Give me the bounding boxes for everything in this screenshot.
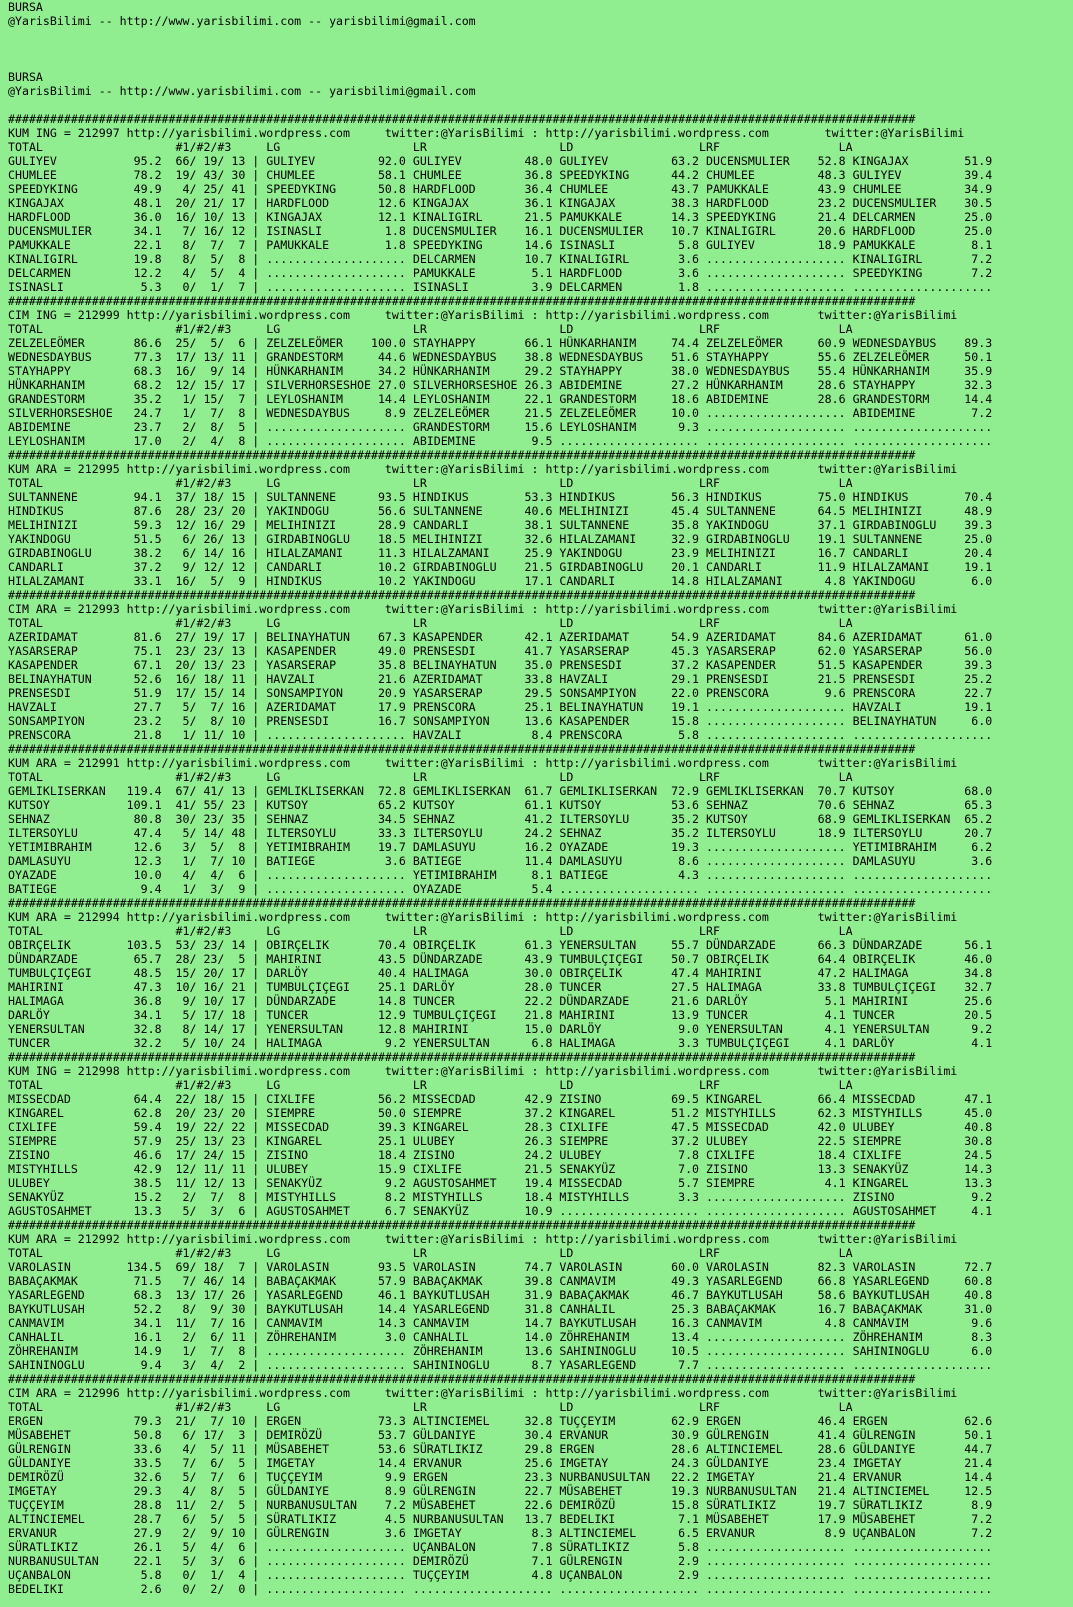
- text-line: MÜSABEHET 50.8 6/ 17/ 3 | DEMIRÖZÜ 53.7 GÜLDANIYE 30.4 ERVANUR 30.9 GÜLRENGIN 41.4 GÜLRENGIN 50.1: [8, 1428, 993, 1442]
- text-line: HAVZALI 27.7 5/ 7/ 16 | AZERIDAMAT 17.9 PRENSCORA 25.1 BELINAYHATUN 19.1 .................... HAVZALI 19.1: [8, 700, 993, 714]
- text-line: GEMLIKLISERKAN 119.4 67/ 41/ 13 | GEMLIKLISERKAN 72.8 GEMLIKLISERKAN 61.7 GEMLIKLISERKAN 72.9 GEMLIKLISERKAN 70.7 KUTSOY 68.0: [8, 784, 993, 798]
- text-line: ZISINO 46.6 17/ 24/ 15 | ZISINO 18.4 ZISINO 24.2 ULUBEY 7.8 CIXLIFE 18.4 CIXLIFE 24.5: [8, 1148, 993, 1162]
- text-line: CANHALIL 16.1 2/ 6/ 11 | ZÖHREHANIM 3.0 CANHALIL 14.0 ZÖHREHANIM 13.4 .................... ZÖHREHANIM 8.3: [8, 1330, 993, 1344]
- text-line: TOTAL #1/#2/#3 LG LR LD LRF LA: [8, 616, 853, 630]
- text-line: CANDARLI 37.2 9/ 12/ 12 | CANDARLI 10.2 GIRDABINOGLU 21.5 GIRDABINOGLU 20.1 CANDARLI 11.9 HILALZAMANI 19.1: [8, 560, 993, 574]
- text-line: SAHININOGLU 9.4 3/ 4/ 2 | .................... SAHININOGLU 8.7 YASARLEGEND 7.7 .................... ....................: [8, 1358, 993, 1372]
- text-line: CIM ARA = 212993 http://yarisbilimi.wordpress.com twitter:@YarisBilimi : http://yarisbilimi.wordpress.com twitter:@YarisBilimi: [8, 602, 958, 616]
- text-line: YETIMIBRAHIM 12.6 3/ 5/ 8 | YETIMIBRAHIM 19.7 DAMLASUYU 16.2 OYAZADE 19.3 .................... YETIMIBRAHIM 6.2: [8, 840, 993, 854]
- text-line: SONSAMPIYON 23.2 5/ 8/ 10 | PRENSESDI 16.7 SONSAMPIYON 13.6 KASAPENDER 15.8 .................... BELINAYHATUN 6.0: [8, 714, 993, 728]
- text-line: VAROLASIN 134.5 69/ 18/ 7 | VAROLASIN 93.5 VAROLASIN 74.7 VAROLASIN 60.0 VAROLASIN 82.3 VAROLASIN 72.7: [8, 1260, 993, 1274]
- text-line: ##################################################################################################################################: [8, 588, 916, 602]
- text-line: TOTAL #1/#2/#3 LG LR LD LRF LA: [8, 140, 853, 154]
- text-line: TOTAL #1/#2/#3 LG LR LD LRF LA: [8, 1400, 853, 1414]
- text-line: UÇANBALON 5.8 0/ 1/ 4 | .................... TUÇÇEYIM 4.8 UÇANBALON 2.9 .................... ....................: [8, 1568, 993, 1582]
- text-line: GULIYEV 95.2 66/ 19/ 13 | GULIYEV 92.0 GULIYEV 48.0 GULIYEV 63.2 DUCENSMULIER 52.8 KINGAJAX 51.9: [8, 154, 993, 168]
- text-line: TOTAL #1/#2/#3 LG LR LD LRF LA: [8, 770, 853, 784]
- text-line: OYAZADE 10.0 4/ 4/ 6 | .................... YETIMIBRAHIM 8.1 BATIEGE 4.3 .................... ....................: [8, 868, 993, 882]
- text-line: ##################################################################################################################################: [8, 448, 916, 462]
- text-line: BELINAYHATUN 52.6 16/ 18/ 11 | HAVZALI 21.6 AZERIDAMAT 33.8 HAVZALI 29.1 PRENSESDI 21.5 PRENSESDI 25.2: [8, 672, 993, 686]
- text-line: PRENSESDI 51.9 17/ 15/ 14 | SONSAMPIYON 20.9 YASARSERAP 29.5 SONSAMPIYON 22.0 PRENSCORA 9.6 PRENSCORA 22.7: [8, 686, 993, 700]
- text-line: TOTAL #1/#2/#3 LG LR LD LRF LA: [8, 1078, 853, 1092]
- text-line: ABIDEMINE 23.7 2/ 8/ 5 | .................... GRANDESTORM 15.6 LEYLOSHANIM 9.3 .................... ....................: [8, 420, 993, 434]
- text-line: WEDNESDAYBUS 77.3 17/ 13/ 11 | GRANDESTORM 44.6 WEDNESDAYBUS 38.8 WEDNESDAYBUS 51.6 STAYHAPPY 55.6 ZELZELEÖMER 50.1: [8, 350, 993, 364]
- text-line: ##################################################################################################################################: [8, 896, 916, 910]
- text-line: SÜRATLIKIZ 26.1 5/ 4/ 6 | .................... UÇANBALON 7.8 SÜRATLIKIZ 5.8 .................... ....................: [8, 1540, 993, 1554]
- text-line: KINALIGIRL 19.8 8/ 5/ 8 | .................... DELCARMEN 10.7 KINALIGIRL 3.6 .................... KINALIGIRL 7.2: [8, 252, 993, 266]
- text-line: DAMLASUYU 12.3 1/ 7/ 10 | BATIEGE 3.6 BATIEGE 11.4 DAMLASUYU 8.6 .................... DAMLASUYU 3.6: [8, 854, 993, 868]
- text-line: PRENSCORA 21.8 1/ 11/ 10 | .................... HAVZALI 8.4 PRENSCORA 5.8 .................... ....................: [8, 728, 993, 742]
- text-line: SPEEDYKING 49.9 4/ 25/ 41 | SPEEDYKING 50.8 HARDFLOOD 36.4 CHUMLEE 43.7 PAMUKKALE 43.9 CHUMLEE 34.9: [8, 182, 993, 196]
- text-line: AZERIDAMAT 81.6 27/ 19/ 17 | BELINAYHATUN 67.3 KASAPENDER 42.1 AZERIDAMAT 54.9 AZERIDAMAT 84.6 AZERIDAMAT 61.0: [8, 630, 993, 644]
- text-line: ALTINCIEMEL 28.7 6/ 5/ 5 | SÜRATLIKIZ 4.5 NURBANUSULTAN 13.7 BEDELIKI 7.1 MÜSABEHET 17.9 MÜSABEHET 7.2: [8, 1512, 993, 1526]
- text-line: GRANDESTORM 35.2 1/ 15/ 7 | LEYLOSHANIM 14.4 LEYLOSHANIM 22.1 GRANDESTORM 18.6 ABIDEMINE 28.6 GRANDESTORM 14.4: [8, 392, 993, 406]
- text-line: SILVERHORSESHOE 24.7 1/ 7/ 8 | WEDNESDAYBUS 8.9 ZELZELEÖMER 21.5 ZELZELEÖMER 10.0 .................... ABIDEMINE 7.2: [8, 406, 993, 420]
- text-line: STAYHAPPY 68.3 16/ 9/ 14 | HÜNKARHANIM 34.2 HÜNKARHANIM 29.2 STAYHAPPY 38.0 WEDNESDAYBUS 55.4 HÜNKARHANIM 35.9: [8, 364, 993, 378]
- text-line: IMGETAY 29.3 4/ 8/ 5 | GÜLDANIYE 8.9 GÜLRENGIN 22.7 MÜSABEHET 19.3 NURBANUSULTAN 21.4 ALTINCIEMEL 12.5: [8, 1484, 993, 1498]
- text-line: YENERSULTAN 32.8 8/ 14/ 17 | YENERSULTAN 12.8 MAHIRINI 15.0 DARLÖY 9.0 YENERSULTAN 4.1 YENERSULTAN 9.2: [8, 1022, 993, 1036]
- text-line: HILALZAMANI 33.1 16/ 5/ 9 | HINDIKUS 10.2 YAKINDOGU 17.1 CANDARLI 14.8 HILALZAMANI 4.8 YAKINDOGU 6.0: [8, 574, 993, 588]
- text-line: [0, 28, 1073, 42]
- text-line: KUTSOY 109.1 41/ 55/ 23 | KUTSOY 65.2 KUTSOY 61.1 KUTSOY 53.6 SEHNAZ 70.6 SEHNAZ 65.3: [8, 798, 993, 812]
- text-line: CHUMLEE 78.2 19/ 43/ 30 | CHUMLEE 58.1 CHUMLEE 36.8 SPEEDYKING 44.2 CHUMLEE 48.3 GULIYEV 39.4: [8, 168, 993, 182]
- text-line: BEDELIKI 2.6 0/ 2/ 0 | .................... .................... .................... .................... ....................: [8, 1582, 993, 1596]
- text-line: ##################################################################################################################################: [8, 294, 916, 308]
- text-line: ISINASLI 5.3 0/ 1/ 7 | .................... ISINASLI 3.9 DELCARMEN 1.8 .................... ....................: [8, 280, 993, 294]
- text-line: DEMIRÖZÜ 32.6 5/ 7/ 6 | TUÇÇEYIM 9.9 ERGEN 23.3 NURBANUSULTAN 22.2 IMGETAY 21.4 ERVANUR 14.4: [8, 1470, 993, 1484]
- text-line: SULTANNENE 94.1 37/ 18/ 15 | SULTANNENE 93.5 HINDIKUS 53.3 HINDIKUS 56.3 HINDIKUS 75.0 HINDIKUS 70.4: [8, 490, 993, 504]
- text-line: HARDFLOOD 36.0 16/ 10/ 13 | KINGAJAX 12.1 KINALIGIRL 21.5 PAMUKKALE 14.3 SPEEDYKING 21.4 DELCARMEN 25.0: [8, 210, 993, 224]
- text-line: KUM ING = 212998 http://yarisbilimi.wordpress.com twitter:@YarisBilimi : http://yarisbilimi.wordpress.com twitter:@YarisBilimi: [8, 1064, 958, 1078]
- text-line: HINDIKUS 87.6 28/ 23/ 20 | YAKINDOGU 56.6 SULTANNENE 40.6 MELIHINIZI 45.4 SULTANNENE 64.5 MELIHINIZI 48.9: [8, 504, 993, 518]
- text-line: KUM ING = 212997 http://yarisbilimi.wordpress.com twitter:@YarisBilimi : http://yarisbilimi.wordpress.com twitter:@YarisBilimi: [8, 126, 965, 140]
- text-line: KUM ARA = 212994 http://yarisbilimi.wordpress.com twitter:@YarisBilimi : http://yarisbilimi.wordpress.com twitter:@YarisBilimi: [8, 910, 958, 924]
- text-line: ##################################################################################################################################: [8, 1218, 916, 1232]
- text-line: TOTAL #1/#2/#3 LG LR LD LRF LA: [8, 1246, 853, 1260]
- text-line: ERGEN 79.3 21/ 7/ 10 | ERGEN 73.3 ALTINCIEMEL 32.8 TUÇÇEYIM 62.9 ERGEN 46.4 ERGEN 62.6: [8, 1414, 993, 1428]
- text-line: ##################################################################################################################################: [8, 1050, 916, 1064]
- text-line: KUM ARA = 212992 http://yarisbilimi.wordpress.com twitter:@YarisBilimi : http://yarisbilimi.wordpress.com twitter:@YarisBilimi: [8, 1232, 958, 1246]
- text-line: DARLÖY 34.1 5/ 17/ 18 | TUNCER 12.9 TUMBULÇIÇEGI 21.8 MAHIRINI 13.9 TUNCER 4.1 TUNCER 20.5: [8, 1008, 993, 1022]
- text-line: HÜNKARHANIM 68.2 12/ 15/ 17 | SILVERHORSESHOE 27.0 SILVERHORSESHOE 26.3 ABIDEMINE 27.2 HÜNKARHANIM 28.6 STAYHAPPY 32.3: [8, 378, 993, 392]
- text-line: KINGAJAX 48.1 20/ 21/ 17 | HARDFLOOD 12.6 KINGAJAX 36.1 KINGAJAX 38.3 HARDFLOOD 23.2 DUCENSMULIER 30.5: [8, 196, 993, 210]
- text-line: TUNCER 32.2 5/ 10/ 24 | HALIMAGA 9.2 YENERSULTAN 6.8 HALIMAGA 3.3 TUMBULÇIÇEGI 4.1 DARLÖY 4.1: [8, 1036, 993, 1050]
- text-line: ##################################################################################################################################: [8, 1372, 916, 1386]
- text-line: ILTERSOYLU 47.4 5/ 14/ 48 | ILTERSOYLU 33.3 ILTERSOYLU 24.2 SEHNAZ 35.2 ILTERSOYLU 18.9 ILTERSOYLU 20.7: [8, 826, 993, 840]
- text-line: [0, 56, 1073, 70]
- text-line: ERVANUR 27.9 2/ 9/ 10 | GÜLRENGIN 3.6 IMGETAY 8.3 ALTINCIEMEL 6.5 ERVANUR 8.9 UÇANBALON 7.2: [8, 1526, 993, 1540]
- text-line: GIRDABINOGLU 38.2 6/ 14/ 16 | HILALZAMANI 11.3 HILALZAMANI 25.9 YAKINDOGU 23.9 MELIHINIZI 16.7 CANDARLI 20.4: [8, 546, 993, 560]
- text-line: HALIMAGA 36.8 9/ 10/ 17 | DÜNDARZADE 14.8 TUNCER 22.2 DÜNDARZADE 21.6 DARLÖY 5.1 MAHIRINI 25.6: [8, 994, 993, 1008]
- text-line: OBIRÇELIK 103.5 53/ 23/ 14 | OBIRÇELIK 70.4 OBIRÇELIK 61.3 YENERSULTAN 55.7 DÜNDARZADE 66.3 DÜNDARZADE 56.1: [8, 938, 993, 952]
- text-line: @YarisBilimi -- http://www.yarisbilimi.com -- yarisbilimi@gmail.com: [8, 14, 476, 28]
- text-line: NURBANUSULTAN 22.1 5/ 3/ 6 | .................... DEMIRÖZÜ 7.1 GÜLRENGIN 2.9 .................... ....................: [8, 1554, 993, 1568]
- text-line: BABAÇAKMAK 71.5 7/ 46/ 14 | BABAÇAKMAK 57.9 BABAÇAKMAK 39.8 CANMAVIM 49.3 YASARLEGEND 66.8 YASARLEGEND 60.8: [8, 1274, 993, 1288]
- text-line: BURSA: [8, 0, 43, 14]
- text-line: GÜLDANIYE 33.5 7/ 6/ 5 | IMGETAY 14.4 ERVANUR 25.6 IMGETAY 24.3 GÜLDANIYE 23.4 IMGETAY 21.4: [8, 1456, 993, 1470]
- text-line: YASARLEGEND 68.3 13/ 17/ 26 | YASARLEGEND 46.1 BAYKUTLUSAH 31.9 BABAÇAKMAK 46.7 BAYKUTLUSAH 58.6 BAYKUTLUSAH 40.8: [8, 1288, 993, 1302]
- text-line: [0, 98, 1073, 112]
- text-line: KINGAREL 62.8 20/ 23/ 20 | SIEMPRE 50.0 SIEMPRE 37.2 KINGAREL 51.2 MISTYHILLS 62.3 MISTYHILLS 45.0: [8, 1106, 993, 1120]
- text-line: YAKINDOGU 51.5 6/ 26/ 13 | GIRDABINOGLU 18.5 MELIHINIZI 32.6 HILALZAMANI 32.9 GIRDABINOGLU 19.1 SULTANNENE 25.0: [8, 532, 993, 546]
- text-line: SIEMPRE 57.9 25/ 13/ 23 | KINGAREL 25.1 ULUBEY 26.3 SIEMPRE 37.2 ULUBEY 22.5 SIEMPRE 30.8: [8, 1134, 993, 1148]
- text-line: KUM ARA = 212991 http://yarisbilimi.wordpress.com twitter:@YarisBilimi : http://yarisbilimi.wordpress.com twitter:@YarisBilimi: [8, 756, 958, 770]
- text-line: TUÇÇEYIM 28.8 11/ 2/ 5 | NURBANUSULTAN 7.2 MÜSABEHET 22.6 DEMIRÖZÜ 15.8 SÜRATLIKIZ 19.7 SÜRATLIKIZ 8.9: [8, 1498, 993, 1512]
- text-line: KASAPENDER 67.1 20/ 13/ 23 | YASARSERAP 35.8 BELINAYHATUN 35.0 PRENSESDI 37.2 KASAPENDER 51.5 KASAPENDER 39.3: [8, 658, 993, 672]
- text-line: ZELZELEÖMER 86.6 25/ 5/ 6 | ZELZELEÖMER 100.0 STAYHAPPY 66.1 HÜNKARHANIM 74.4 ZELZELEÖMER 60.9 WEDNESDAYBUS 89.3: [8, 336, 993, 350]
- text-line: MELIHINIZI 59.3 12/ 16/ 29 | MELIHINIZI 28.9 CANDARLI 38.1 SULTANNENE 35.8 YAKINDOGU 37.1 GIRDABINOGLU 39.3: [8, 518, 993, 532]
- text-line: DÜNDARZADE 65.7 28/ 23/ 5 | MAHIRINI 43.5 DÜNDARZADE 43.9 TUMBULÇIÇEGI 50.7 OBIRÇELIK 64.4 OBIRÇELIK 46.0: [8, 952, 993, 966]
- text-line: ULUBEY 38.5 11/ 12/ 13 | SENAKYÜZ 9.2 AGUSTOSAHMET 19.4 MISSECDAD 5.7 SIEMPRE 4.1 KINGAREL 13.3: [8, 1176, 993, 1190]
- text-line: GÜLRENGIN 33.6 4/ 5/ 11 | MÜSABEHET 53.6 SÜRATLIKIZ 29.8 ERGEN 28.6 ALTINCIEMEL 28.6 GÜLDANIYE 44.7: [8, 1442, 993, 1456]
- text-line: TOTAL #1/#2/#3 LG LR LD LRF LA: [8, 924, 853, 938]
- text-line: AGUSTOSAHMET 13.3 5/ 3/ 6 | AGUSTOSAHMET 6.7 SENAKYÜZ 10.9 .................... .................... AGUSTOSAHMET 4.1: [8, 1204, 993, 1218]
- text-line: CIM ARA = 212996 http://yarisbilimi.wordpress.com twitter:@YarisBilimi : http://yarisbilimi.wordpress.com twitter:@YarisBilimi: [8, 1386, 958, 1400]
- text-line: ##################################################################################################################################: [8, 112, 916, 126]
- text-line: CIM ING = 212999 http://yarisbilimi.wordpress.com twitter:@YarisBilimi : http://yarisbilimi.wordpress.com twitter:@YarisBilimi: [8, 308, 958, 322]
- text-line: ZÖHREHANIM 14.9 1/ 7/ 8 | .................... ZÖHREHANIM 13.6 SAHININOGLU 10.5 .................... SAHININOGLU 6.0: [8, 1344, 993, 1358]
- text-line: SEHNAZ 80.8 30/ 23/ 35 | SEHNAZ 34.5 SEHNAZ 41.2 ILTERSOYLU 35.2 KUTSOY 68.9 GEMLIKLISERKAN 65.2: [8, 812, 993, 826]
- text-line: YASARSERAP 75.1 23/ 23/ 13 | KASAPENDER 49.0 PRENSESDI 41.7 YASARSERAP 45.3 YASARSERAP 62.0 YASARSERAP 56.0: [8, 644, 993, 658]
- text-line: TUMBULÇIÇEGI 48.5 15/ 20/ 17 | DARLÖY 40.4 HALIMAGA 30.0 OBIRÇELIK 47.4 MAHIRINI 47.2 HALIMAGA 34.8: [8, 966, 993, 980]
- text-line: BAYKUTLUSAH 52.2 8/ 9/ 30 | BAYKUTLUSAH 14.4 YASARLEGEND 31.8 CANHALIL 25.3 BABAÇAKMAK 16.7 BABAÇAKMAK 31.0: [8, 1302, 993, 1316]
- text-line: CIXLIFE 59.4 19/ 22/ 22 | MISSECDAD 39.3 KINGAREL 28.3 CIXLIFE 47.5 MISSECDAD 42.0 ULUBEY 40.8: [8, 1120, 993, 1134]
- text-line: DELCARMEN 12.2 4/ 5/ 4 | .................... PAMUKKALE 5.1 HARDFLOOD 3.6 .................... SPEEDYKING 7.2: [8, 266, 993, 280]
- text-line: MAHIRINI 47.3 10/ 16/ 21 | TUMBULÇIÇEGI 25.1 DARLÖY 28.0 TUNCER 27.5 HALIMAGA 33.8 TUMBULÇIÇEGI 32.7: [8, 980, 993, 994]
- text-line: TOTAL #1/#2/#3 LG LR LD LRF LA: [8, 322, 853, 336]
- text-line: BATIEGE 9.4 1/ 3/ 9 | .................... OYAZADE 5.4 .................... .................... ....................: [8, 882, 993, 896]
- text-line: MISSECDAD 64.4 22/ 18/ 15 | CIXLIFE 56.2 MISSECDAD 42.9 ZISINO 69.5 KINGAREL 66.4 MISSECDAD 47.1: [8, 1092, 993, 1106]
- text-line: KUM ARA = 212995 http://yarisbilimi.wordpress.com twitter:@YarisBilimi : http://yarisbilimi.wordpress.com twitter:@YarisBilimi: [8, 462, 958, 476]
- text-line: @YarisBilimi -- http://www.yarisbilimi.com -- yarisbilimi@gmail.com: [8, 84, 476, 98]
- text-line: [0, 42, 1073, 56]
- text-line: SENAKYÜZ 15.2 2/ 7/ 8 | MISTYHILLS 8.2 MISTYHILLS 18.4 MISTYHILLS 3.3 .................... ZISINO 9.2: [8, 1190, 993, 1204]
- text-line: BURSA: [8, 70, 43, 84]
- text-line: TOTAL #1/#2/#3 LG LR LD LRF LA: [8, 476, 853, 490]
- text-line: DUCENSMULIER 34.1 7/ 16/ 12 | ISINASLI 1.8 DUCENSMULIER 16.1 DUCENSMULIER 10.7 KINALIGIRL 20.6 HARDFLOOD 25.0: [8, 224, 993, 238]
- text-line: LEYLOSHANIM 17.0 2/ 4/ 8 | .................... ABIDEMINE 9.5 .................... .................... ....................: [8, 434, 993, 448]
- text-line: MISTYHILLS 42.9 12/ 11/ 11 | ULUBEY 15.9 CIXLIFE 21.5 SENAKYÜZ 7.0 ZISINO 13.3 SENAKYÜZ 14.3: [8, 1162, 993, 1176]
- text-line: CANMAVIM 34.1 11/ 7/ 16 | CANMAVIM 14.3 CANMAVIM 14.7 BAYKUTLUSAH 16.3 CANMAVIM 4.8 CANMAVIM 9.6: [8, 1316, 993, 1330]
- text-line: PAMUKKALE 22.1 8/ 7/ 7 | PAMUKKALE 1.8 SPEEDYKING 14.6 ISINASLI 5.8 GULIYEV 18.9 PAMUKKALE 8.1: [8, 238, 993, 252]
- text-line: ##################################################################################################################################: [8, 742, 916, 756]
